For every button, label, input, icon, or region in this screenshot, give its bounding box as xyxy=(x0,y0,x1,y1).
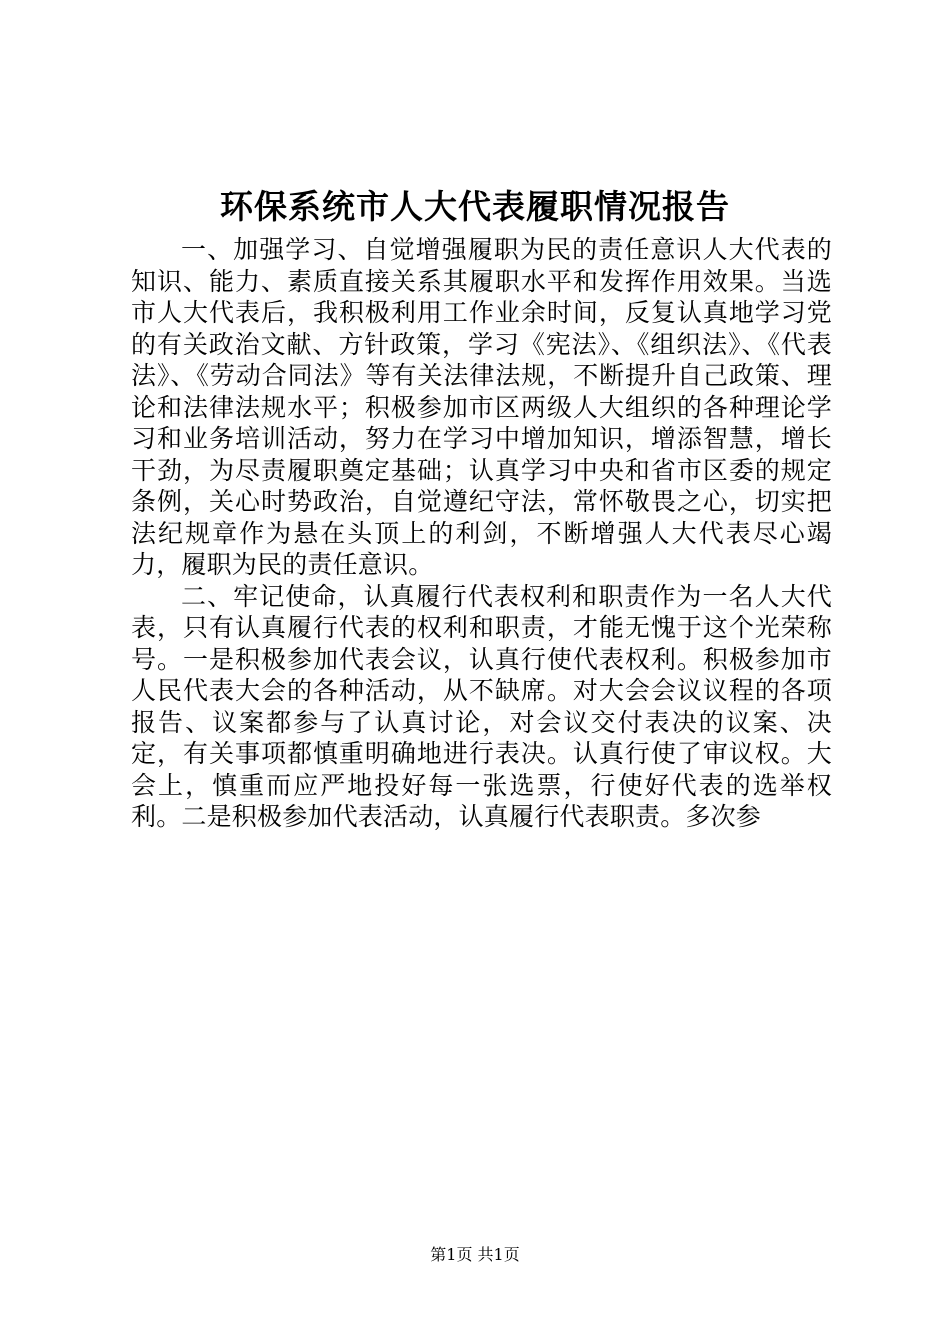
document-title: 环保系统市人大代表履职情况报告 xyxy=(220,187,730,226)
paragraph-1: 一、加强学习、自觉增强履职为民的责任意识人大代表的知识、能力、素质直接关系其履职水平和发挥作用效果。当选市人大代表后，我积极利用工作业余时间，反复认真地学习党的有关政治文献、方针政策，学习《宪法》、《组织法》、《代表法》、《劳动合同法》等有关法律法规，不断提升自己政策、理论和法律法规水平；积极参加市区两级人大组织的各种理论学习和业务培训活动，努力在学习中增加知识，增添智慧，增长干劲，为尽责履职奠定基础；认真学习中央和省市区委的规定条例，关心时势政治，自觉遵纪守法，常怀敬畏之心，切实把法纪规章作为悬在头顶上的利剑，不断增强人大代表尽心竭力，履职为民的责任意识。 xyxy=(131,235,832,579)
page-footer: 第1页 共1页 xyxy=(430,1245,520,1264)
paragraph-2: 二、牢记使命，认真履行代表权利和职责作为一名人大代表，只有认真履行代表的权利和职责，才能无愧于这个光荣称号。一是积极参加代表会议，认真行使代表权利。积极参加市人民代表大会的各种活动，从不缺席。对大会会议议程的各项报告、议案都参与了认真讨论，对会议交付表决的议案、决定，有关事项都慎重明确地进行表决。认真行使了审议权。大会上，慎重而应严地投好每一张选票，行使好代表的选举权利。二是积极参加代表活动，认真履行代表职责。多次参 xyxy=(131,581,832,831)
document-body xyxy=(131,234,832,833)
